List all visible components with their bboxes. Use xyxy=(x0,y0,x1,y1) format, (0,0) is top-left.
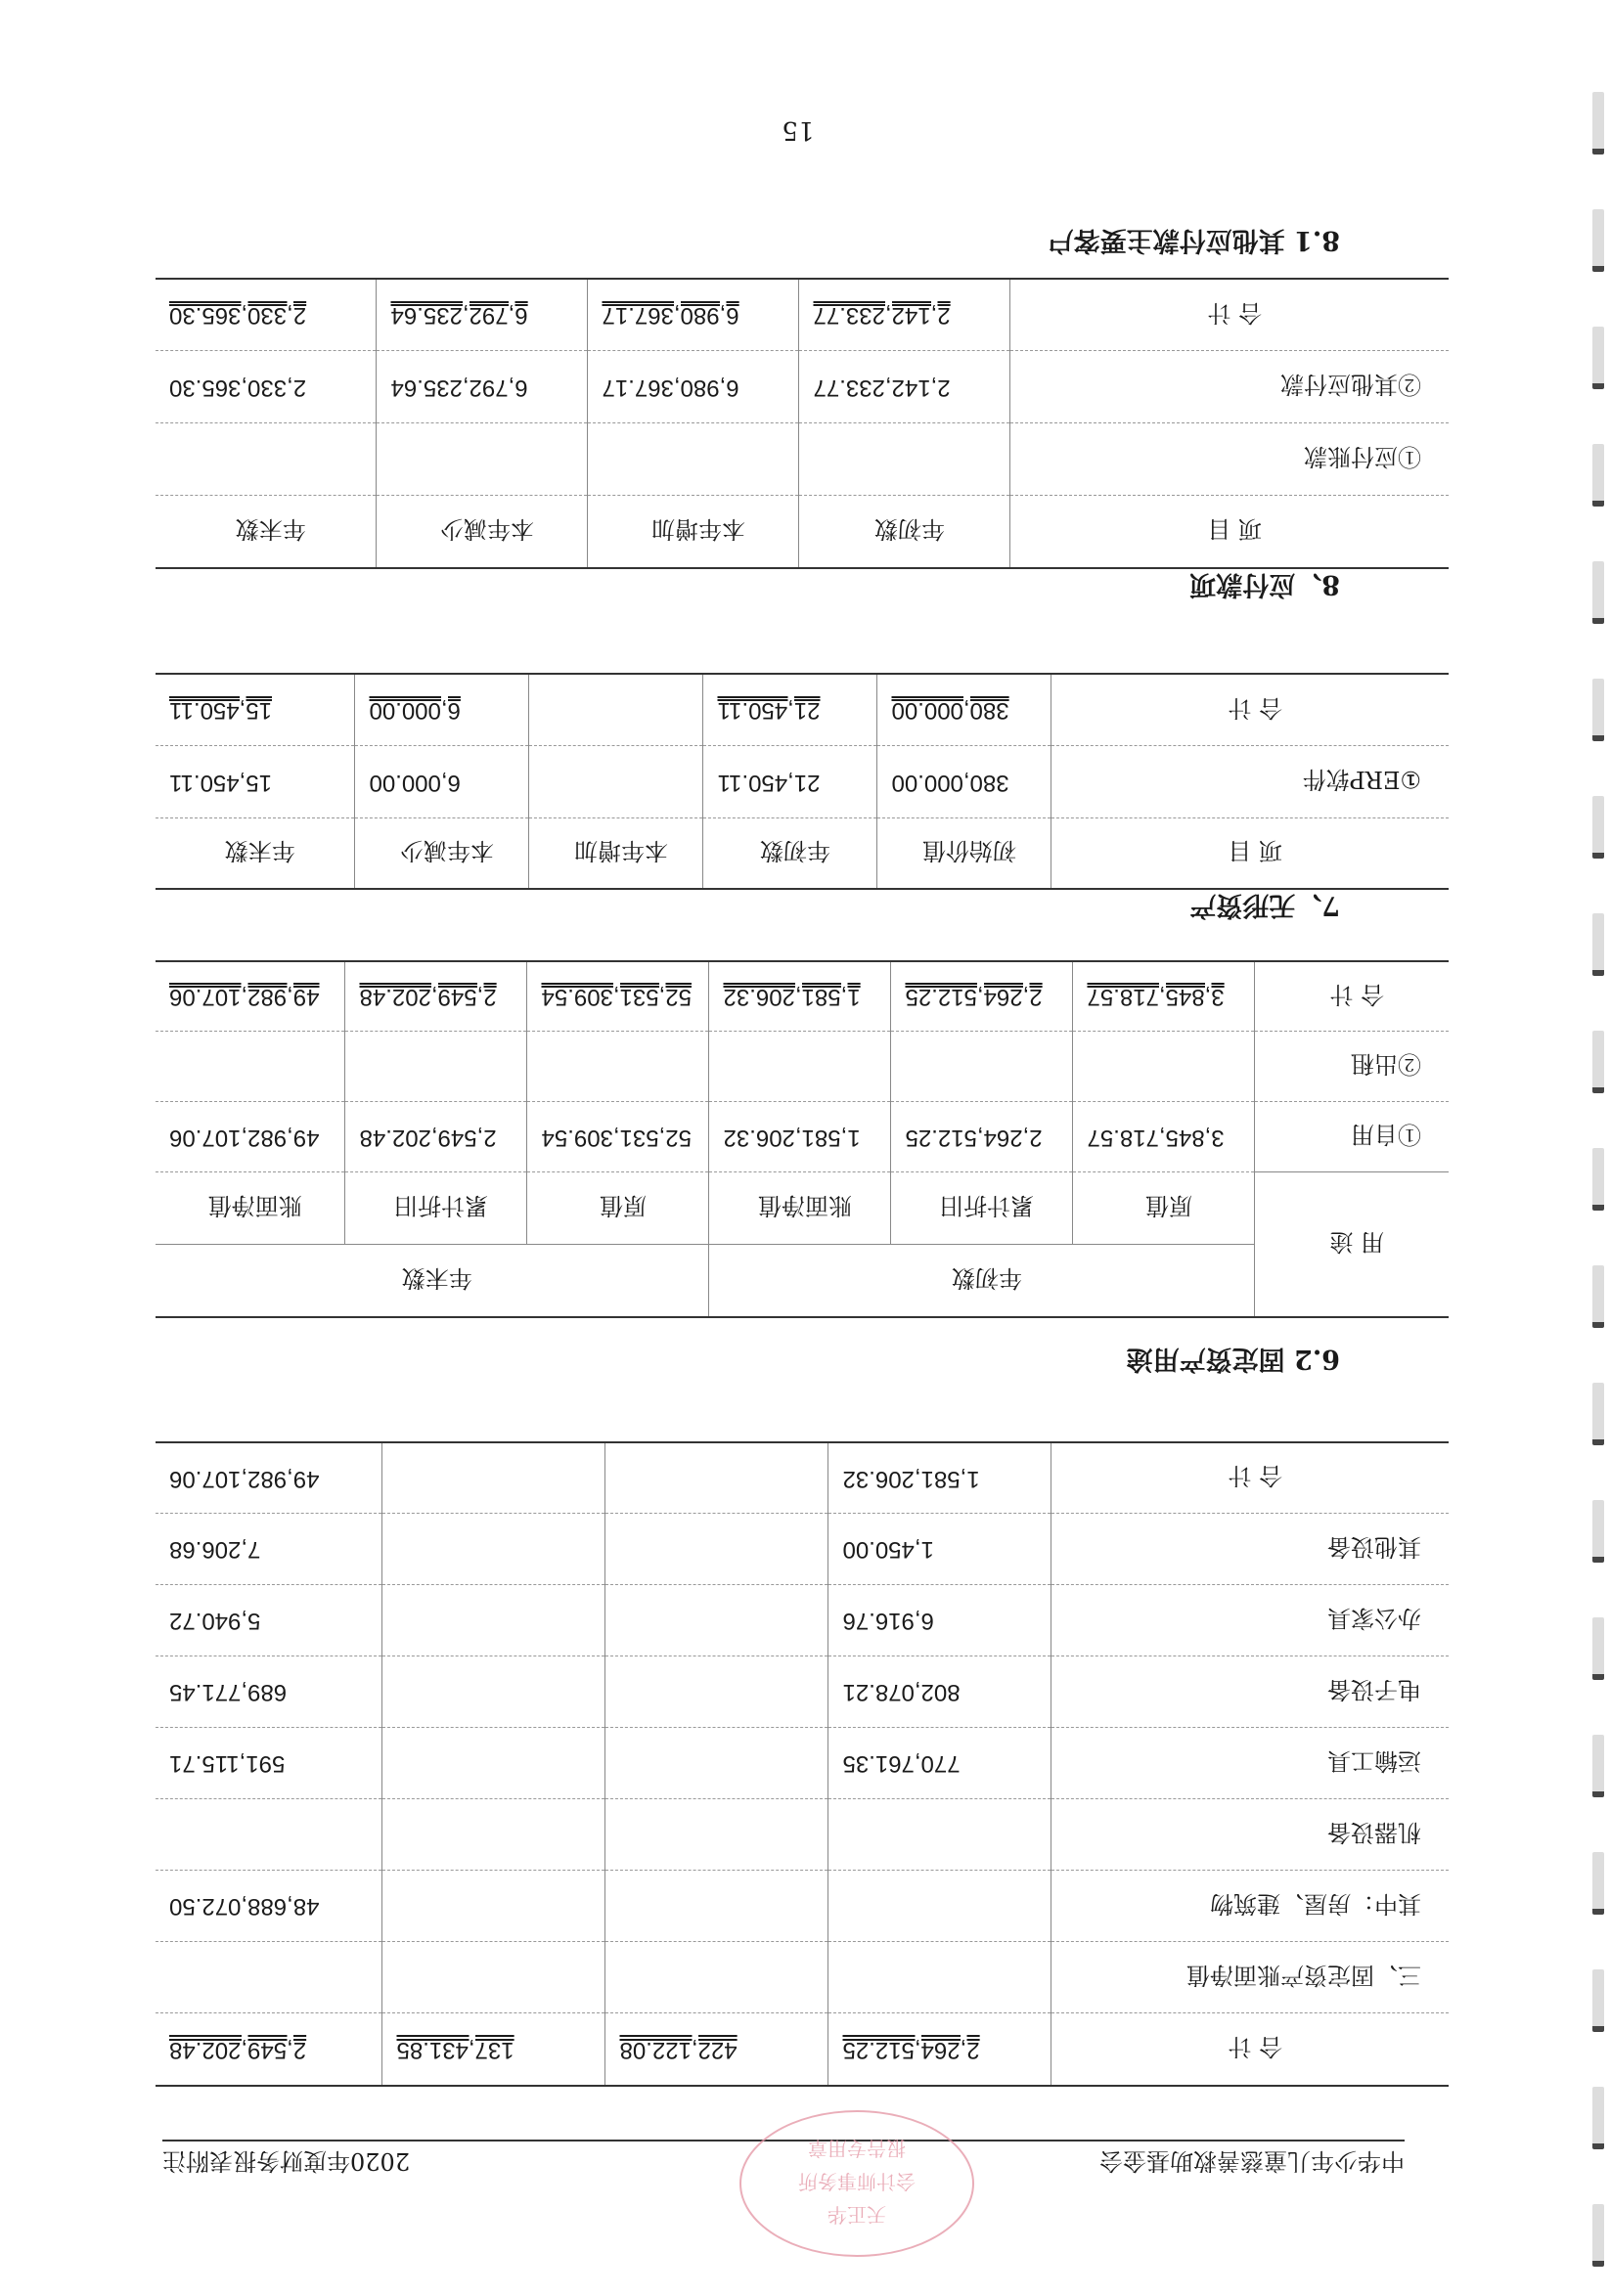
org-name: 中华少年儿童慈善救助基金会 xyxy=(1099,2147,1405,2175)
binder-hole xyxy=(1592,1265,1604,1328)
column-group-end: 年末数 xyxy=(156,1245,709,1317)
column-header: 年末数 xyxy=(156,496,377,568)
stamp-line: 会计师事务所 xyxy=(798,2170,916,2193)
binder-hole xyxy=(1592,92,1604,155)
cell: 15,450.11 xyxy=(156,674,355,746)
cell: 6,980,367.17 xyxy=(588,351,799,423)
table-row xyxy=(156,1656,1449,1728)
binder-hole xyxy=(1592,2087,1604,2149)
cell: 49,982,107.06 xyxy=(156,961,345,1032)
cell: 6,000.00 xyxy=(355,746,529,818)
cell xyxy=(156,1942,382,2013)
stamp-line: 天正华 xyxy=(827,2203,886,2227)
cell: 380,000.00 xyxy=(877,674,1051,746)
cell: 15,450.11 xyxy=(156,746,355,818)
binder-hole xyxy=(1592,561,1604,624)
cell xyxy=(799,423,1010,496)
table-row xyxy=(156,1799,1449,1871)
table-header-row xyxy=(156,1172,1449,1245)
table-row xyxy=(156,423,1449,496)
row-label: 合 计 xyxy=(1051,674,1449,746)
table-row xyxy=(156,1728,1449,1799)
binder-hole xyxy=(1592,1735,1604,1797)
cell: 3,845,718.57 xyxy=(1073,961,1255,1032)
cell: 7,206.68 xyxy=(156,1514,382,1585)
cell: 2,142,233.77 xyxy=(799,351,1010,423)
cell xyxy=(382,1442,605,1514)
cell: 137,431.85 xyxy=(382,2013,605,2086)
cell xyxy=(345,1032,527,1102)
cell xyxy=(828,1871,1051,1942)
cell: 1,581,206.32 xyxy=(709,1102,891,1172)
cell: 52,531,309.54 xyxy=(527,1102,709,1172)
cell xyxy=(156,1032,345,1102)
table-row xyxy=(156,2013,1449,2086)
cell: 6,000.00 xyxy=(355,674,529,746)
column-header: 本年减少 xyxy=(377,496,588,568)
table-row xyxy=(156,351,1449,423)
cell: 2,264,512.25 xyxy=(891,961,1073,1032)
column-header: 项 目 xyxy=(1051,818,1449,889)
row-label: 合 计 xyxy=(1051,1442,1449,1514)
row-label: ①ERP软件 xyxy=(1051,746,1449,818)
row-label: ②出租 xyxy=(1255,1032,1449,1102)
cell xyxy=(605,1442,828,1514)
binder-hole xyxy=(1592,444,1604,507)
cell xyxy=(588,423,799,496)
stamp-line: 报告专用章 xyxy=(808,2137,906,2160)
row-label: 电子设备 xyxy=(1051,1656,1449,1728)
cell xyxy=(605,1514,828,1585)
binder-hole xyxy=(1592,1617,1604,1680)
cell xyxy=(382,1514,605,1585)
cell xyxy=(605,1799,828,1871)
accounting-firm-stamp xyxy=(739,2110,974,2257)
table-header-row xyxy=(156,818,1449,889)
row-label: 合 计 xyxy=(1010,279,1449,351)
cell: 2,142,233.77 xyxy=(799,279,1010,351)
column-header-use: 用 途 xyxy=(1255,1172,1449,1317)
table-header-row xyxy=(156,496,1449,568)
fixed-asset-use-table xyxy=(156,960,1449,1318)
binder-hole xyxy=(1592,1852,1604,1915)
binder-hole xyxy=(1592,913,1604,976)
column-group-begin: 年初数 xyxy=(709,1245,1255,1317)
binder-hole xyxy=(1592,327,1604,389)
section-7-title: 7、无形资产 xyxy=(1189,890,1340,920)
column-header: 本年增加 xyxy=(588,496,799,568)
cell xyxy=(605,1728,828,1799)
column-header: 本年减少 xyxy=(355,818,529,889)
column-header: 年初数 xyxy=(799,496,1010,568)
cell: 1,581,206.32 xyxy=(709,961,891,1032)
binder-hole xyxy=(1592,679,1604,741)
row-label: 其他设备 xyxy=(1051,1514,1449,1585)
section-8-1-title: 8.1 其他应付款主要客户 xyxy=(1047,225,1340,255)
cell: 422,122.08 xyxy=(605,2013,828,2086)
cell: 2,549,202.48 xyxy=(345,1102,527,1172)
cell: 689,771.45 xyxy=(156,1656,382,1728)
column-header: 年末数 xyxy=(156,818,355,889)
section-6-2-title: 6.2 固定资产用途 xyxy=(1126,1344,1340,1374)
cell xyxy=(828,1799,1051,1871)
cell xyxy=(377,423,588,496)
cell: 2,264,512.25 xyxy=(828,2013,1051,2086)
cell: 6,792,235.64 xyxy=(377,351,588,423)
cell xyxy=(891,1032,1073,1102)
cell xyxy=(382,1656,605,1728)
payables-table xyxy=(156,278,1449,569)
cell: 52,531,309.54 xyxy=(527,961,709,1032)
table-row xyxy=(156,1032,1449,1102)
table-row xyxy=(156,1942,1449,2013)
cell xyxy=(1073,1032,1255,1102)
column-header: 账面净值 xyxy=(156,1172,345,1245)
cell xyxy=(529,674,703,746)
report-title: 2020年度财务报表附注 xyxy=(162,2147,411,2175)
cell: 3,845,718.57 xyxy=(1073,1102,1255,1172)
table-header-row xyxy=(156,1245,1449,1317)
column-header: 年初数 xyxy=(703,818,877,889)
table-row xyxy=(156,1514,1449,1585)
cell: 21,450.11 xyxy=(703,674,877,746)
column-header: 累计折旧 xyxy=(345,1172,527,1245)
fixed-assets-continuation-table xyxy=(156,1441,1449,2087)
table-row xyxy=(156,1442,1449,1514)
cell: 2,549,202.48 xyxy=(156,2013,382,2086)
cell: 591,115.71 xyxy=(156,1728,382,1799)
table-row xyxy=(156,1102,1449,1172)
binder-hole xyxy=(1592,209,1604,272)
cell: 2,264,512.25 xyxy=(891,1102,1073,1172)
column-header: 项 目 xyxy=(1010,496,1449,568)
binder-hole xyxy=(1592,1383,1604,1445)
table-row xyxy=(156,1871,1449,1942)
cell: 49,982,107.06 xyxy=(156,1442,382,1514)
cell: 380,000.00 xyxy=(877,746,1051,818)
column-header: 累计折旧 xyxy=(891,1172,1073,1245)
cell xyxy=(382,1942,605,2013)
cell: 6,916.76 xyxy=(828,1585,1051,1656)
row-label: ①自用 xyxy=(1255,1102,1449,1172)
binder-hole xyxy=(1592,1500,1604,1563)
cell xyxy=(156,1799,382,1871)
column-header: 原值 xyxy=(527,1172,709,1245)
intangible-assets-table xyxy=(156,673,1449,890)
cell xyxy=(382,1728,605,1799)
cell: 5,940.72 xyxy=(156,1585,382,1656)
table-row xyxy=(156,674,1449,746)
cell: 2,549,202.48 xyxy=(345,961,527,1032)
binder-hole xyxy=(1592,796,1604,859)
cell: 770,761.35 xyxy=(828,1728,1051,1799)
row-label: 合 计 xyxy=(1255,961,1449,1032)
binder-hole xyxy=(1592,1148,1604,1211)
cell xyxy=(605,1656,828,1728)
column-header: 初始价值 xyxy=(877,818,1051,889)
cell: 48,688,072.50 xyxy=(156,1871,382,1942)
cell xyxy=(382,1871,605,1942)
cell: 2,330,365.30 xyxy=(156,279,377,351)
row-label: 合 计 xyxy=(1051,2013,1449,2086)
binder-holes xyxy=(1571,0,1610,2296)
cell xyxy=(382,1585,605,1656)
binder-hole xyxy=(1592,1031,1604,1093)
column-header: 原值 xyxy=(1073,1172,1255,1245)
cell: 21,450.11 xyxy=(703,746,877,818)
cell: 1,581,206.32 xyxy=(828,1442,1051,1514)
column-header: 本年增加 xyxy=(529,818,703,889)
row-label: 运输工具 xyxy=(1051,1728,1449,1799)
cell: 2,330,365.30 xyxy=(156,351,377,423)
row-label: 三、固定资产账面净值 xyxy=(1051,1942,1449,2013)
cell xyxy=(527,1032,709,1102)
column-header: 账面净值 xyxy=(709,1172,891,1245)
cell: 6,980,367.17 xyxy=(588,279,799,351)
row-label: 办公家具 xyxy=(1051,1585,1449,1656)
row-label: ②其他应付款 xyxy=(1010,351,1449,423)
cell: 6,792,235.64 xyxy=(377,279,588,351)
cell xyxy=(605,1942,828,2013)
cell xyxy=(605,1871,828,1942)
cell xyxy=(709,1032,891,1102)
table-row xyxy=(156,279,1449,351)
binder-hole xyxy=(1592,1969,1604,2032)
cell: 802,078.21 xyxy=(828,1656,1051,1728)
row-label: 机器设备 xyxy=(1051,1799,1449,1871)
cell xyxy=(605,1585,828,1656)
cell xyxy=(156,423,377,496)
cell xyxy=(828,1942,1051,2013)
row-label: ①应付账款 xyxy=(1010,423,1449,496)
row-label: 其中：房屋、建筑物 xyxy=(1051,1871,1449,1942)
cell xyxy=(382,1799,605,1871)
table-row xyxy=(156,746,1449,818)
cell xyxy=(529,746,703,818)
section-8-title: 8、应付款项 xyxy=(1189,569,1340,599)
table-row xyxy=(156,1585,1449,1656)
page-number: 15 xyxy=(782,115,815,145)
cell: 49,982,107.06 xyxy=(156,1102,345,1172)
binder-hole xyxy=(1592,2204,1604,2267)
table-row xyxy=(156,961,1449,1032)
cell: 1,450.00 xyxy=(828,1514,1051,1585)
